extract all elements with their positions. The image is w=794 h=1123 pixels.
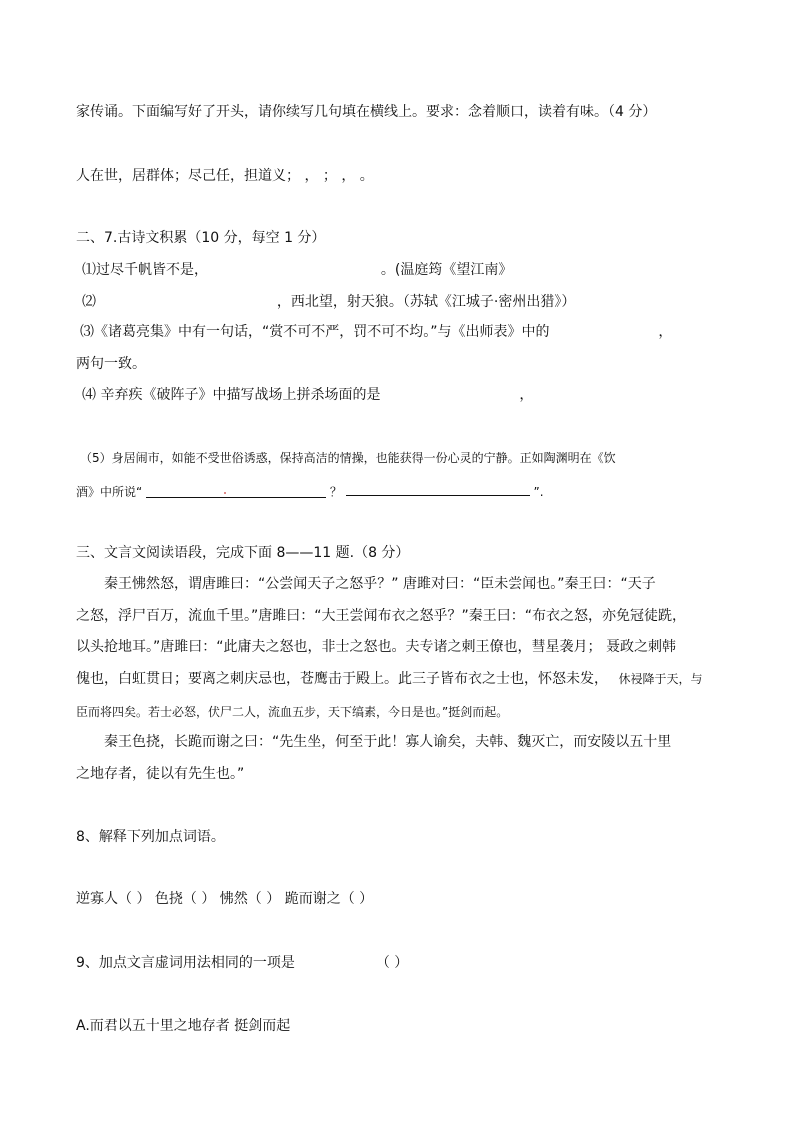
passage-line-3: 以头抢地耳。”唐雎曰：“此庸夫之怒也，非士之怒也。夫专诸之刺王僚也，彗星袭月； 聂政之刺韩 <box>76 639 676 655</box>
answer-line-5b[interactable] <box>346 481 530 496</box>
passage-line-5: 臣而将四矣。若士必怒，伏尸二人，流血五步，天下缟素，今日是也。”挺剑而起。 <box>76 705 509 719</box>
question-2 <box>82 293 575 311</box>
section-2-title: 二、7.古诗文积累（10 分，每空 1 分） <box>76 230 326 246</box>
question-1 <box>82 261 512 279</box>
question-9 <box>76 954 408 972</box>
question-3-comma: ， <box>658 324 673 340</box>
question-9-option-a: A.而君以五十里之地存者 挺剑而起 <box>76 1018 291 1034</box>
intro-line: 家传诵。下面编写好了开头，请你续写几句填在横线上。要求：念着顺口，读着有味。（4 分） <box>76 104 657 120</box>
question-9-title: 9、加点文言虚词用法相同的一项是 <box>76 955 295 971</box>
question-4-comma: ， <box>519 387 534 403</box>
passage-line-4-main: 傀也，白虹贯日；要离之刺庆忌也，苍鹰击于殿上。此三子皆布衣之士也，怀怒未发， <box>76 671 608 687</box>
question-9-answer-paren[interactable]: （ ） <box>375 955 409 971</box>
question-8-title: 8、解释下列加点词语。 <box>76 829 225 845</box>
question-2-number: ⑵ <box>82 294 96 310</box>
question-5-prefix: 酒》中所说“ <box>76 485 143 499</box>
question-4-text: ⑷ 辛弃疾《破阵子》中描写战场上拼杀场面的是 <box>82 387 381 403</box>
continuation-line: 人在世，居群体；尽己任，担道义； ， ； ， 。 <box>76 168 374 184</box>
question-2-text: ，西北望，射天狼。（苏轼《江城子·密州出猎》） <box>276 294 576 310</box>
question-1-source: 。(温庭筠《望江南》 <box>380 262 513 278</box>
question-4 <box>82 386 533 404</box>
question-5-question-mark: ？ <box>329 485 342 499</box>
passage-line-1: 秦王怫然怒，谓唐雎曰：“公尝闻天子之怒乎？” 唐雎对曰：“臣未尝闻也。”秦王曰：“天子 <box>104 576 656 592</box>
passage-line-4-tail: 休祲降于天，与 <box>618 672 703 686</box>
question-5: （5）身居闹市，如能不受世俗诱惑，保持高洁的情操，也能获得一份心灵的宁静。正如陶渊明在《饮 <box>80 451 616 465</box>
passage-line-6: 秦王色挠，长跪而谢之曰：“先生坐，何至于此！寡人谕矣，夫韩、魏灭亡，而安陵以五十里 <box>104 734 672 750</box>
question-3 <box>80 323 672 341</box>
question-5-continued <box>76 481 544 501</box>
question-3-continued: 两句一致。 <box>76 356 146 372</box>
passage-line-2: 之怒，浮尸百万，流血千里。”唐雎曰：“大王尝闻布衣之怒乎？”秦王曰：“布衣之怒，亦免冠徒跣， <box>76 608 687 624</box>
answer-line-5a[interactable] <box>146 483 326 498</box>
question-1-text: ⑴过尽千帆皆不是， <box>82 262 208 278</box>
passage-line-7: 之地存者，徒以有先生也。” <box>76 766 245 782</box>
question-8-items: 逆寡人（ ） 色挠（ ） 怫然（ ） 跪而谢之（ ） <box>76 891 374 907</box>
question-5-end: ”. <box>533 485 544 499</box>
section-3-title: 三、文言文阅读语段，完成下面 8——11 题.（8 分） <box>76 545 410 561</box>
passage-line-4 <box>76 670 702 688</box>
stray-dot <box>224 492 226 494</box>
question-3-text: ⑶《诸葛亮集》中有一句话，“赏不可不严，罚不可不均。”与《出师表》中的 <box>80 324 550 340</box>
